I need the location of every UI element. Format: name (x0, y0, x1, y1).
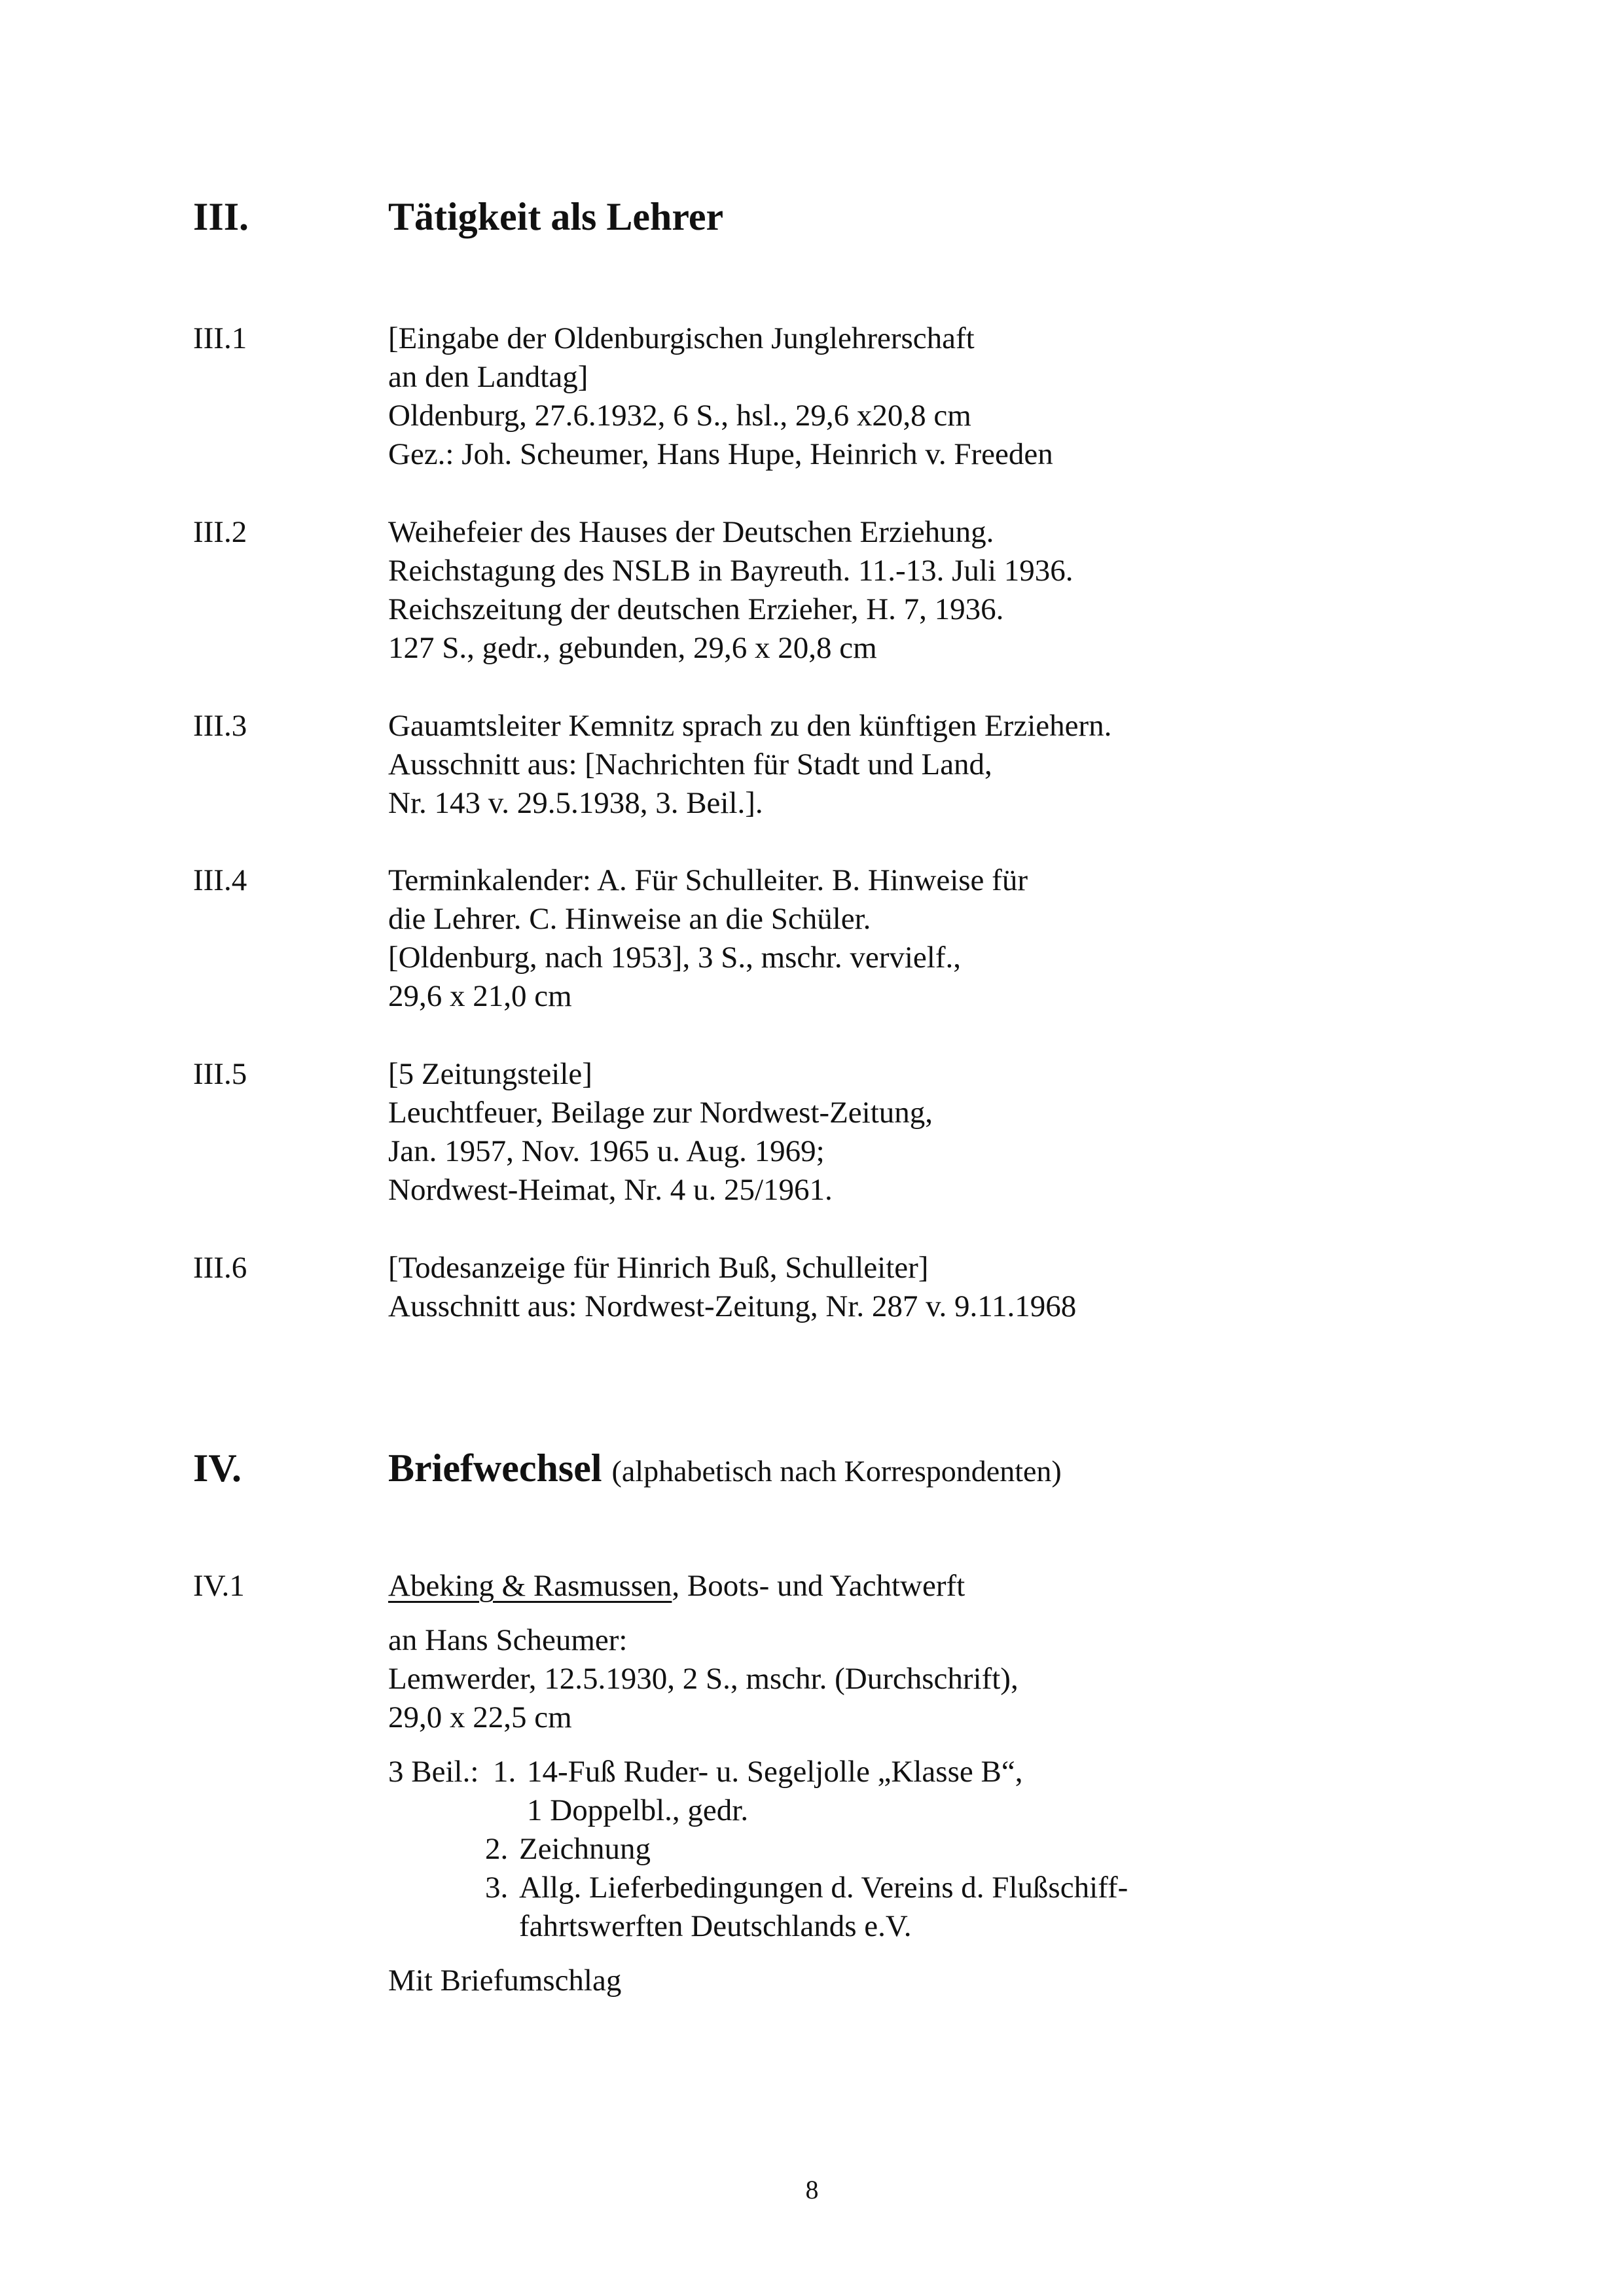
entry-line: [Eingabe der Oldenburgischen Junglehrerschaft (388, 321, 975, 355)
entry-line: Gez.: Joh. Scheumer, Hans Hupe, Heinrich v. Freeden (388, 437, 1053, 471)
entry-body (388, 513, 1435, 668)
entry-line: [Todesanzeige für Hinrich Buß, Schulleiter] (388, 1251, 929, 1285)
entry-number: III.4 (193, 863, 247, 897)
beilage-number: 2. (485, 1832, 509, 1866)
entry-body (388, 1567, 1435, 2000)
entry-line: Terminkalender: A. Für Schulleiter. B. Hinweise für (388, 863, 1028, 897)
correspondent-name: Abeking & Rasmussen (388, 1569, 672, 1603)
section-note: (alphabetisch nach Korrespondenten) (611, 1454, 1062, 1488)
entry-line: Leuchtfeuer, Beilage zur Nordwest-Zeitung, (388, 1096, 933, 1130)
entry-line: Ausschnitt aus: Nordwest-Zeitung, Nr. 287 v. 9.11.1968 (388, 1289, 1077, 1323)
beilage-text (519, 1830, 651, 1869)
section-number: IV. (193, 1446, 242, 1490)
entry-number: III.6 (193, 1251, 247, 1285)
entry-line: Gauamtsleiter Kemnitz sprach zu den künftigen Erziehern. (388, 709, 1112, 743)
beilage-item (485, 1869, 1435, 1946)
page-number: 8 (805, 2175, 819, 2204)
recipient-line: an Hans Scheumer: (388, 1623, 628, 1657)
entry-line: [Oldenburg, nach 1953], 3 S., mschr. vervielf., (388, 941, 961, 975)
beilage-line: fahrtswerften Deutschlands e.V. (519, 1909, 912, 1943)
correspondent-description: , Boots- und Yachtwerft (672, 1569, 965, 1603)
beilagen-list (388, 1753, 1435, 1830)
section-title (388, 1445, 1062, 1494)
correspondent-line (388, 1567, 1435, 1605)
entry-body (388, 1249, 1435, 1326)
recipient-line: Lemwerder, 12.5.1930, 2 S., mschr. (Durchschrift), (388, 1662, 1019, 1696)
spacer (388, 1605, 1435, 1621)
beilage-text (519, 1869, 1128, 1946)
beilage-item (493, 1753, 1022, 1830)
entry-body (388, 707, 1435, 823)
spacer (388, 1737, 1435, 1753)
entry-number: III.2 (193, 515, 247, 549)
beilage-item (485, 1830, 1435, 1869)
entry-line: 127 S., gedr., gebunden, 29,6 x 20,8 cm (388, 631, 877, 665)
spacer (388, 1946, 1435, 1962)
beilage-text (527, 1753, 1022, 1830)
entry-number: IV.1 (193, 1569, 245, 1603)
beilage-number: 1. (493, 1755, 516, 1789)
entry-line: Oldenburg, 27.6.1932, 6 S., hsl., 29,6 x20,8 cm (388, 399, 971, 433)
beilage-line: 14-Fuß Ruder- u. Segeljolle „Klasse B“, (527, 1755, 1023, 1789)
entry-line: Jan. 1957, Nov. 1965 u. Aug. 1969; (388, 1134, 825, 1168)
entry-line: Nr. 143 v. 29.5.1938, 3. Beil.]. (388, 786, 763, 820)
entry-body (388, 319, 1435, 474)
entry-line: die Lehrer. C. Hinweise an die Schüler. (388, 902, 871, 936)
beilage-line: 1 Doppelbl., gedr. (527, 1793, 749, 1827)
entry-number: III.1 (193, 321, 247, 355)
beilagen-items (493, 1753, 1022, 1830)
entry-line: [5 Zeitungsteile] (388, 1057, 592, 1091)
recipient-line: 29,0 x 22,5 cm (388, 1700, 572, 1734)
entry-number: III.3 (193, 709, 247, 743)
entry-number: III.5 (193, 1057, 247, 1091)
entry-line: Reichstagung des NSLB in Bayreuth. 11.-13. Juli 1936. (388, 554, 1074, 588)
entry-line: 29,6 x 21,0 cm (388, 979, 572, 1013)
section-title: Tätigkeit als Lehrer (388, 195, 724, 238)
entry-body (388, 1055, 1435, 1210)
entry-line: Reichszeitung der deutschen Erzieher, H. 7, 1936. (388, 592, 1004, 626)
beilage-line: Allg. Lieferbedingungen d. Vereins d. Flußschiff- (519, 1871, 1128, 1905)
entry-line: Ausschnitt aus: [Nachrichten für Stadt und Land, (388, 747, 992, 781)
beilage-number: 3. (485, 1871, 509, 1905)
entry-line: Nordwest-Heimat, Nr. 4 u. 25/1961. (388, 1173, 833, 1207)
entry-line: Weihefeier des Hauses der Deutschen Erziehung. (388, 515, 994, 549)
beilage-line: Zeichnung (519, 1832, 651, 1866)
entry-body (388, 861, 1435, 1016)
beilagen-items-rest (485, 1830, 1435, 1946)
section-title-text: Briefwechsel (388, 1446, 602, 1490)
section-number: III. (193, 195, 249, 238)
beilagen-label: 3 Beil.: (388, 1755, 479, 1789)
entry-line: an den Landtag] (388, 360, 588, 394)
closing-note: Mit Briefumschlag (388, 1964, 622, 1998)
